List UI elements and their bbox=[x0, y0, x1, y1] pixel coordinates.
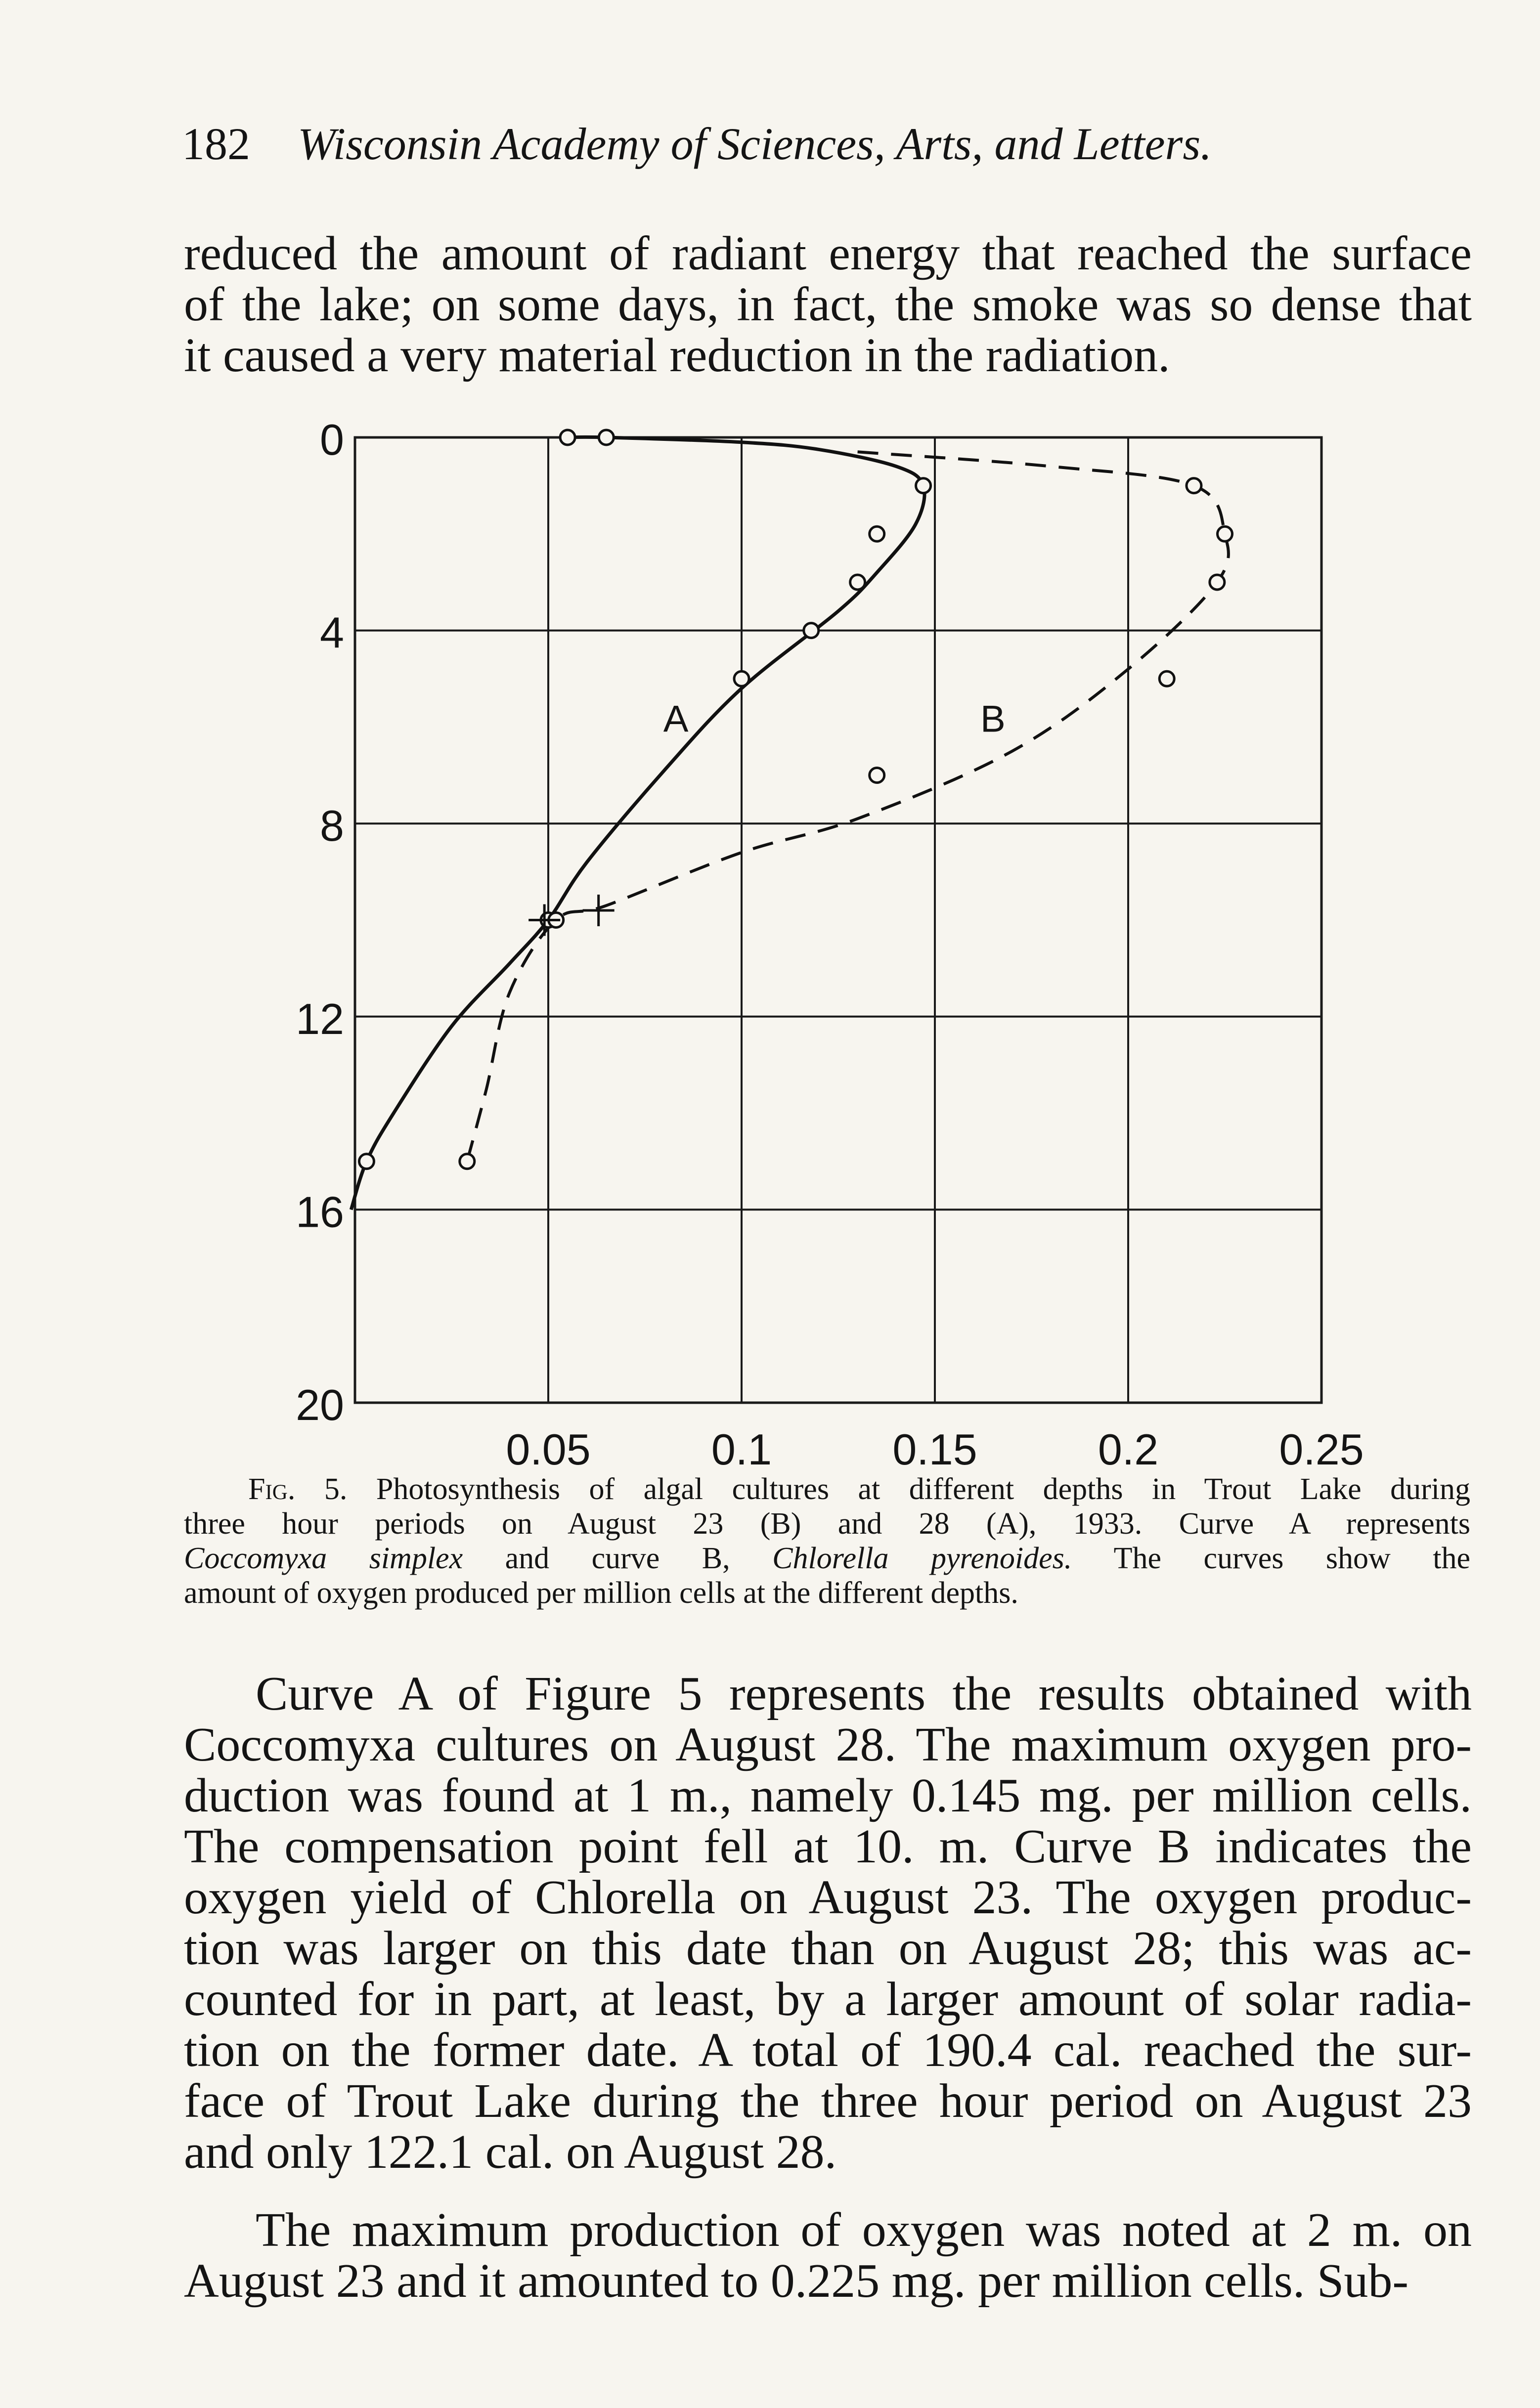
body-paragraph-1 bbox=[184, 1669, 1472, 2178]
series-b-point bbox=[1187, 478, 1201, 493]
caption-line bbox=[184, 1541, 1470, 1576]
text-line: oxygen yield of Chlorella on August 23. The oxygen produc- bbox=[184, 1871, 1472, 1924]
y-tick-label: 0 bbox=[320, 415, 344, 464]
series-b-point bbox=[1218, 526, 1232, 541]
page-number: 182 bbox=[182, 119, 250, 169]
caption-text: Fig. 5. bbox=[248, 1472, 348, 1506]
text-line: tion on the former date. A total of 190.4 cal. reached the sur- bbox=[184, 2023, 1472, 2077]
caption-line bbox=[184, 1576, 1470, 1610]
text-line: reduced the amount of radiant energy that reached the surface bbox=[184, 227, 1472, 280]
series-a-point bbox=[916, 478, 931, 493]
text-line: The compensation point fell at 10. m. Curve B indicates the bbox=[184, 1820, 1472, 1873]
plot-frame bbox=[355, 437, 1321, 1403]
text-line: of the lake; on some days, in fact, the smoke was so dense that bbox=[184, 278, 1472, 331]
text-line: counted for in part, at least, by a larger amount of solar radia- bbox=[184, 1973, 1472, 2026]
caption-text: three hour periods on August 23 (B) and 28 (A), 1933. Curve A represents bbox=[184, 1507, 1470, 1541]
text-line: Coccomyxa cultures on August 28. The maximum oxygen pro- bbox=[184, 1718, 1472, 1771]
figure-caption bbox=[184, 1472, 1470, 1610]
y-tick-label: 16 bbox=[296, 1187, 344, 1237]
curve-label: A bbox=[663, 698, 689, 740]
chart-grid bbox=[355, 437, 1321, 1403]
journal-title: Wisconsin Academy of Sciences, Arts, and Letters. bbox=[298, 119, 1212, 169]
chart-labels bbox=[296, 415, 1364, 1474]
series-b-point bbox=[1210, 575, 1225, 590]
y-tick-label: 12 bbox=[296, 994, 344, 1043]
text-line: duction was found at 1 m., namely 0.145 mg. per million cells. bbox=[184, 1769, 1472, 1822]
isolated-data-point bbox=[870, 768, 884, 783]
x-tick-label: 0.15 bbox=[892, 1425, 977, 1474]
isolated-data-point bbox=[870, 526, 884, 541]
caption-text: Photosynthesis of algal cultures at different depths in Trout Lake during bbox=[347, 1472, 1470, 1506]
series-a-point bbox=[599, 430, 614, 445]
caption-text: and curve B, bbox=[463, 1542, 773, 1575]
text-line: face of Trout Lake during the three hour period on August 23 bbox=[184, 2074, 1472, 2128]
text-line: August 23 and it amounted to 0.225 mg. per million cells. Sub- bbox=[184, 2254, 1408, 2308]
text-line: The maximum production of oxygen was noted at 2 m. on bbox=[256, 2203, 1472, 2257]
series-a-point bbox=[850, 575, 865, 590]
chart-markers bbox=[359, 430, 1232, 1169]
x-tick-label: 0.2 bbox=[1098, 1425, 1159, 1474]
text-line: Curve A of Figure 5 represents the results obtained with bbox=[256, 1667, 1472, 1720]
isolated-data-point bbox=[1159, 671, 1174, 686]
y-tick-label: 4 bbox=[320, 608, 344, 657]
x-tick-label: 0.1 bbox=[711, 1425, 772, 1474]
series-b-line bbox=[467, 452, 1229, 1161]
caption-text: Chlorella pyrenoides. bbox=[772, 1542, 1072, 1575]
body-paragraph-2 bbox=[184, 2205, 1472, 2307]
text-line: tion was larger on this date than on August 28; this was ac- bbox=[184, 1922, 1472, 1975]
caption-text: amount of oxygen produced per million cells at the different depths. bbox=[184, 1576, 1018, 1610]
y-tick-label: 8 bbox=[320, 801, 344, 851]
series-a-point bbox=[734, 671, 749, 686]
series-a-point bbox=[560, 430, 575, 445]
caption-line bbox=[184, 1506, 1470, 1541]
caption-text: Coccomyxa simplex bbox=[184, 1542, 463, 1575]
series-a-point bbox=[359, 1154, 374, 1169]
curve-label: B bbox=[980, 698, 1006, 740]
x-tick-label: 0.25 bbox=[1279, 1425, 1364, 1474]
caption-line bbox=[184, 1472, 1470, 1506]
series-b-point bbox=[460, 1154, 475, 1169]
series-a-point bbox=[804, 623, 819, 638]
text-line: it caused a very material reduction in the radiation. bbox=[184, 329, 1170, 382]
text-line: and only 122.1 cal. on August 28. bbox=[184, 2125, 837, 2179]
x-tick-label: 0.05 bbox=[506, 1425, 591, 1474]
caption-text: The curves show the bbox=[1072, 1542, 1471, 1575]
y-tick-label: 20 bbox=[296, 1380, 344, 1429]
